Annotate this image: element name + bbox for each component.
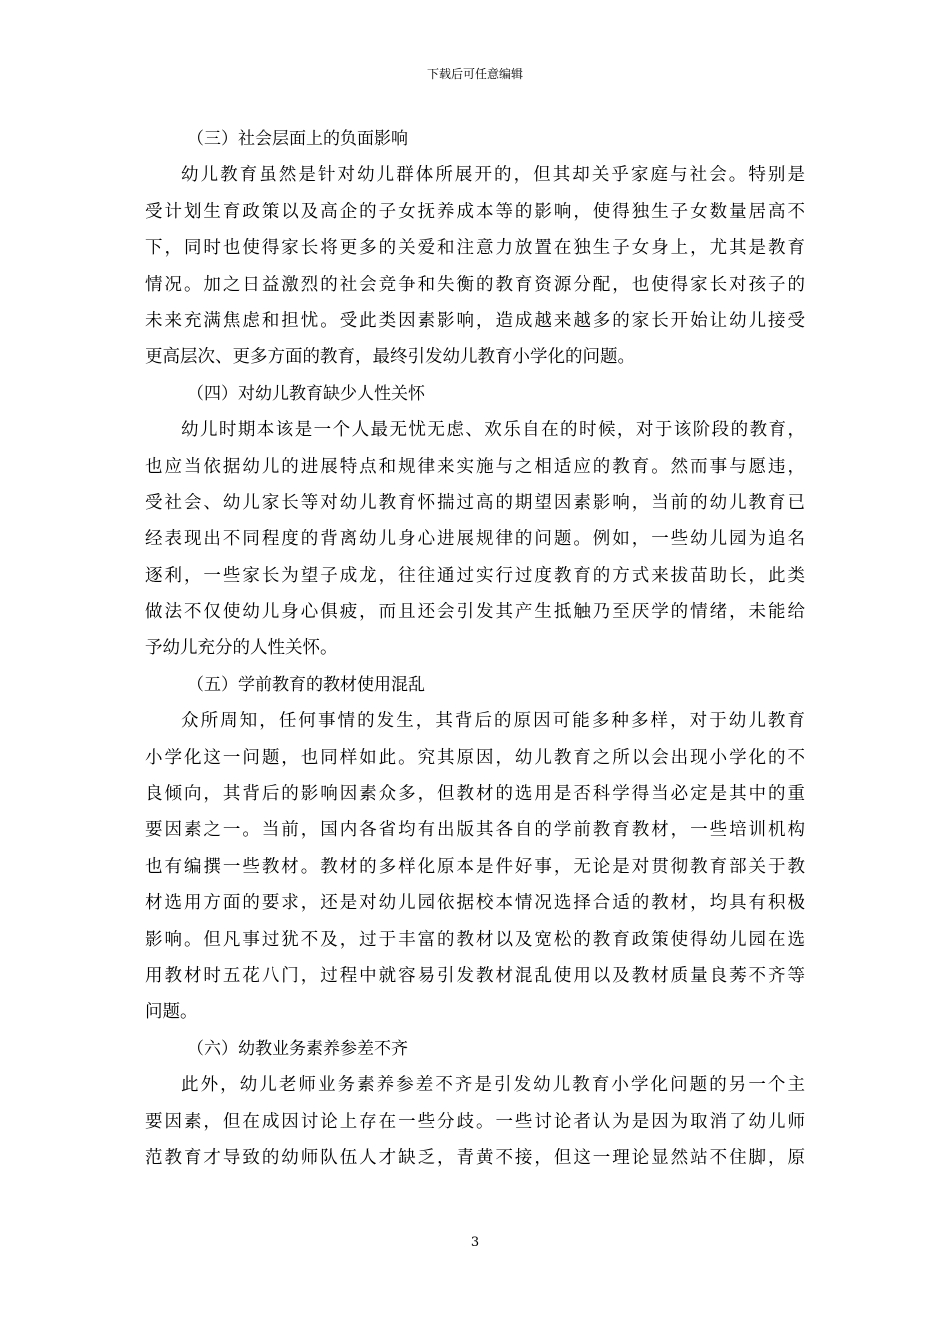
section-heading: （六）幼教业务素养参差不齐 [187, 1038, 408, 1059]
paragraph-line: 也有编撰一些教材。教材的多样化原本是件好事，无论是对贯彻教育部关于教 [145, 856, 805, 877]
paragraph-line: 要因素，但在成因讨论上存在一些分歧。一些讨论者认为是因为取消了幼儿师 [145, 1111, 805, 1132]
document-body [145, 121, 805, 1176]
section-heading: （四）对幼儿教育缺少人性关怀 [187, 383, 425, 404]
paragraph-line: 此外，幼儿老师业务素养参差不齐是引发幼儿教育小学化问题的另一个主 [181, 1075, 805, 1096]
section-heading: （五）学前教育的教材使用混乱 [187, 674, 425, 695]
paragraph-line: 逐利，一些家长为望子成龙，往往通过实行过度教育的方式来拔苗助长，此类 [145, 565, 805, 586]
paragraph-line: 幼儿教育虽然是针对幼儿群体所展开的，但其却关乎家庭与社会。特别是 [181, 165, 805, 186]
section-4 [145, 376, 805, 667]
paragraph-line: 良倾向，其背后的影响因素众多，但教材的选用是否科学得当必定是其中的重 [145, 784, 805, 805]
section-6 [145, 1031, 805, 1177]
paragraph-line: 众所周知，任何事情的发生，其背后的原因可能多种多样，对于幼儿教育 [181, 711, 805, 732]
paragraph-line: 情况。加之日益激烈的社会竞争和失衡的教育资源分配，也使得家长对孩子的 [145, 274, 805, 295]
paragraph [145, 412, 805, 667]
paragraph-line: 要因素之一。当前，国内各省均有出版其各自的学前教育教材，一些培训机构 [145, 820, 805, 841]
paragraph-line: 影响。但凡事过犹不及，过于丰富的教材以及宽松的教育政策使得幼儿园在选 [145, 929, 805, 950]
paragraph-line: 用教材时五花八门，过程中就容易引发教材混乱使用以及教材质量良莠不齐等 [145, 965, 805, 986]
paragraph-line: 也应当依据幼儿的进展特点和规律来实施与之相适应的教育。然而事与愿违， [145, 456, 805, 477]
paragraph-line: 做法不仅使幼儿身心俱疲，而且还会引发其产生抵触乃至厌学的情绪，未能给 [145, 602, 805, 623]
paragraph-line: 受社会、幼儿家长等对幼儿教育怀揣过高的期望因素影响，当前的幼儿教育已 [145, 492, 805, 513]
paragraph-line: 范教育才导致的幼师队伍人才缺乏，青黄不接，但这一理论显然站不住脚，原 [145, 1147, 805, 1168]
section-5 [145, 667, 805, 1031]
paragraph-line: 下，同时也使得家长将更多的关爱和注意力放置在独生子女身上，尤其是教育 [145, 238, 805, 259]
paragraph-line: 更高层次、更多方面的教育，最终引发幼儿教育小学化的问题。 [145, 347, 635, 368]
paragraph [145, 703, 805, 1031]
paragraph-line: 材选用方面的要求，还是对幼儿园依据校本情况选择合适的教材，均具有积极 [145, 893, 805, 914]
paragraph-line: 小学化这一问题，也同样如此。究其原因，幼儿教育之所以会出现小学化的不 [145, 747, 805, 768]
paragraph-line: 予幼儿充分的人性关怀。 [145, 638, 338, 659]
section-3 [145, 121, 805, 376]
page-header-note: 下载后可任意编辑 [426, 67, 523, 81]
paragraph [145, 1067, 805, 1176]
paragraph-line: 问题。 [145, 1002, 198, 1023]
page-number: 3 [470, 1235, 480, 1250]
section-heading: （三）社会层面上的负面影响 [187, 129, 408, 149]
paragraph-line: 受计划生育政策以及高企的子女抚养成本等的影响，使得独生子女数量居高不 [145, 201, 805, 222]
paragraph-line: 幼儿时期本该是一个人最无忧无虑、欢乐自在的时候，对于该阶段的教育， [181, 420, 805, 441]
paragraph-line: 经表现出不同程度的背离幼儿身心进展规律的问题。例如，一些幼儿园为追名 [145, 529, 805, 550]
paragraph [145, 157, 805, 375]
paragraph-line: 未来充满焦虑和担忧。受此类因素影响，造成越来越多的家长开始让幼儿接受 [145, 310, 805, 331]
